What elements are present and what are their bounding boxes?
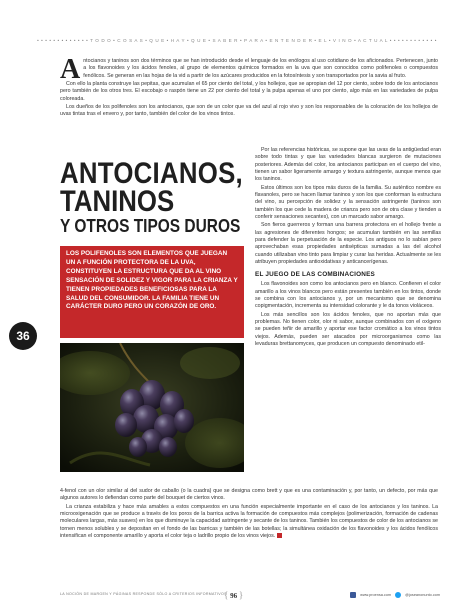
grape-photo [60, 343, 244, 472]
footer-social [350, 592, 440, 598]
bottom-paragraph-1: 4-fenol con un olor similar al del sudor de caballo (o la cuadra) que se designa como brett y que es una contaminación y, por tanto, un defecto, por más que algunos autores lo defiendan como parte del bouquet de ciertos vinos. [60, 488, 438, 502]
right-paragraph-3: Son fieros guerreros y forman una barrera protectora en el hollejo frente a las agresiones de diferentes hongos; se acumulan también en las semillas para defender la perpetuación de la especie. Los antiguos no lo sabían pero aprovechaban esas propiedades antisépticas sumadas a las del alcohol cuando utilizaban vino tinto para limpiar y curar las heridas. Actualmente se les atribuyen propiedades antioxidativas y anticancerígenas. [255, 222, 441, 265]
right-column-text [255, 147, 441, 349]
twitter-icon[interactable] [395, 592, 401, 598]
lead-box [60, 246, 244, 338]
footer-website[interactable]: www.proensa.com [360, 593, 392, 597]
lead-text: LOS POLIFENOLES SON ELEMENTOS QUE JUEGAN UN A FUNCIÓN PROTECTORA DE LA UVA, CONSTITUYEN LA ESTRUCTURA QUE DA AL VINO SENSACIÓN DE SOLIDEZ Y VIGOR PARA LA CRIANZA Y TIENEN PROPIEDADES BENEFICIOSAS PARA LA SALUD DEL CONSUMIDOR. LA FAMILIA TIENE UN CARÁCTER DURO PERO UN CORAZÓN DE ORO. [66, 250, 238, 311]
title-line-3: Y OTROS TIPOS DUROS [60, 216, 241, 236]
intro-paragraph-1-text: ntocianos y taninos son dos términos que se han introducido desde el lenguaje de los enólogos al uso cotidiano de los aficionados. Pertenecen, junto a los flavonoides y los ácidos fenoles, al grupo de elementos químicos formados en la uva que son conocidos como polifenoles o compuestos fenólicos. Se generan en las hojas de la vid a partir de los azúcares producidos en la fotosíntesis y son transportados por la savia al fruto. [83, 58, 438, 79]
brace-open: { [224, 590, 229, 600]
footer-twitter[interactable]: @joseanonunto.com [405, 593, 440, 597]
right-paragraph-5: Los más sencillos son los ácidos fenoles, que no aportan más que problemas. No tienen color, olor ni sabor, aunque combinados con el oxígeno se pueden teñir de amarillo y aportar ese factor cromático a los vinos tintos viejos. Además, pueden ser atacados por microorganismos como las levaduras brettanomyces, que producen un compuesto denominado etil- [255, 311, 441, 347]
grape-cluster-image [60, 343, 244, 472]
bottom-paragraph-2 [60, 504, 438, 540]
page-number: 96 [230, 592, 238, 600]
bottom-text [60, 488, 438, 541]
drop-cap: A [60, 54, 81, 85]
page-number-badge: 36 [9, 322, 37, 350]
footer-page-number [224, 590, 243, 600]
title-line-1: ANTOCIANOS, [60, 157, 243, 190]
intro-text [60, 54, 438, 120]
intro-paragraph-3: Los dueños de los polifenoles son los antocianos, que son de un color que va del azul al rojo vivo y son los responsables de la coloración de los hollejos de uvas tintas tras el envero y, por tanto, también del color de los vinos tintos. [60, 104, 438, 118]
page-footer [60, 592, 440, 602]
right-paragraph-2: Estos últimos son los tipos más duros de la familia. Su auténtico nombre es flavanoles, pero se hacen llamar taninos y son los que conforman la estructura del vino, su percepción de solidez y la sensación astringente (taninos son también los que cede la madera de crianza pero son de otra clase y tienden a conferir sensaciones secantes), con un marcado sabor amargo. [255, 184, 441, 220]
brace-close: } [238, 590, 244, 600]
bottom-paragraph-2-text: La crianza estabiliza y hace más amables a estos compuestos en una función especialmente importante en el caso de los antocianos y los taninos. La microoxigenación que se produce a través de los poros de la barrica activa la formación de compuestos más complejos (polimerización, formación de cadenas moleculares largas, más suaves) en los que disminuye la capacidad astringente y secante de los taninos. También los compuestos de color de los antocianos se tornen menos solubles y se depositan en el fondo de las barricas y también de las botellas; la simultánea oxidación de los flavonoides y los ácidos fenólicos intensifican el componente amarillo y aporta el color teja o ladrillo propio de los vinos viejos. [60, 503, 438, 539]
intro-paragraph-2: Con ello la planta construye las pepitas, que acumulan el 65 por ciento del total, y los hollejos, que se apropian del 12 por ciento, sobre todo de los antocianos pero también de los otros tres. El escobajo o raspón tiene un 22 por ciento del total y la pulpa apenas el uno por ciento, algo más en las variedades de pulpa coloreada. [60, 81, 438, 102]
end-of-article-icon [277, 533, 282, 538]
article-title [60, 157, 246, 244]
footer-disclaimer: LA NOCIÓN DE MARGEN Y PÁGINAS RESPONDE SÓLO A CRITERIOS INFORMATIVOS [60, 592, 227, 596]
right-paragraph-1: Por las referencias históricas, se supone que las uvas de la antigüedad eran sobre todo tintas y que las variedades blancas surgieron de mutaciones posteriores. Además del color, los antocianos participan en el cuerpo del vino, tienen un sabor ligeramente amargo y textura astringente, aunque menos que los taninos. [255, 147, 441, 183]
title-line-2: TANINOS [60, 185, 175, 218]
right-paragraph-4: Los flavonoides son como los antocianos pero en blanco. Confieren el color amarillo a los vinos blancos pero están presentes también en los tintos, donde se combina con los antocianos y, por un mecanismo que se denomina copigmentación, incrementa su intensidad colorante y le da tonos violáceos. [255, 281, 441, 310]
facebook-icon[interactable] [350, 592, 356, 598]
intro-paragraph-1 [60, 54, 438, 85]
page-header-tagline: • • • • • • • • • • • • • T O D O • C O S A S • Q U E • H A Y • Q U E • S A B E R • P A R A • E N T E N D E R • E L • V I N O • A C T U A L • • • • • • • • • • • • [37, 38, 437, 43]
section-subheading: EL JUEGO DE LAS COMBINACIONES [255, 271, 376, 279]
